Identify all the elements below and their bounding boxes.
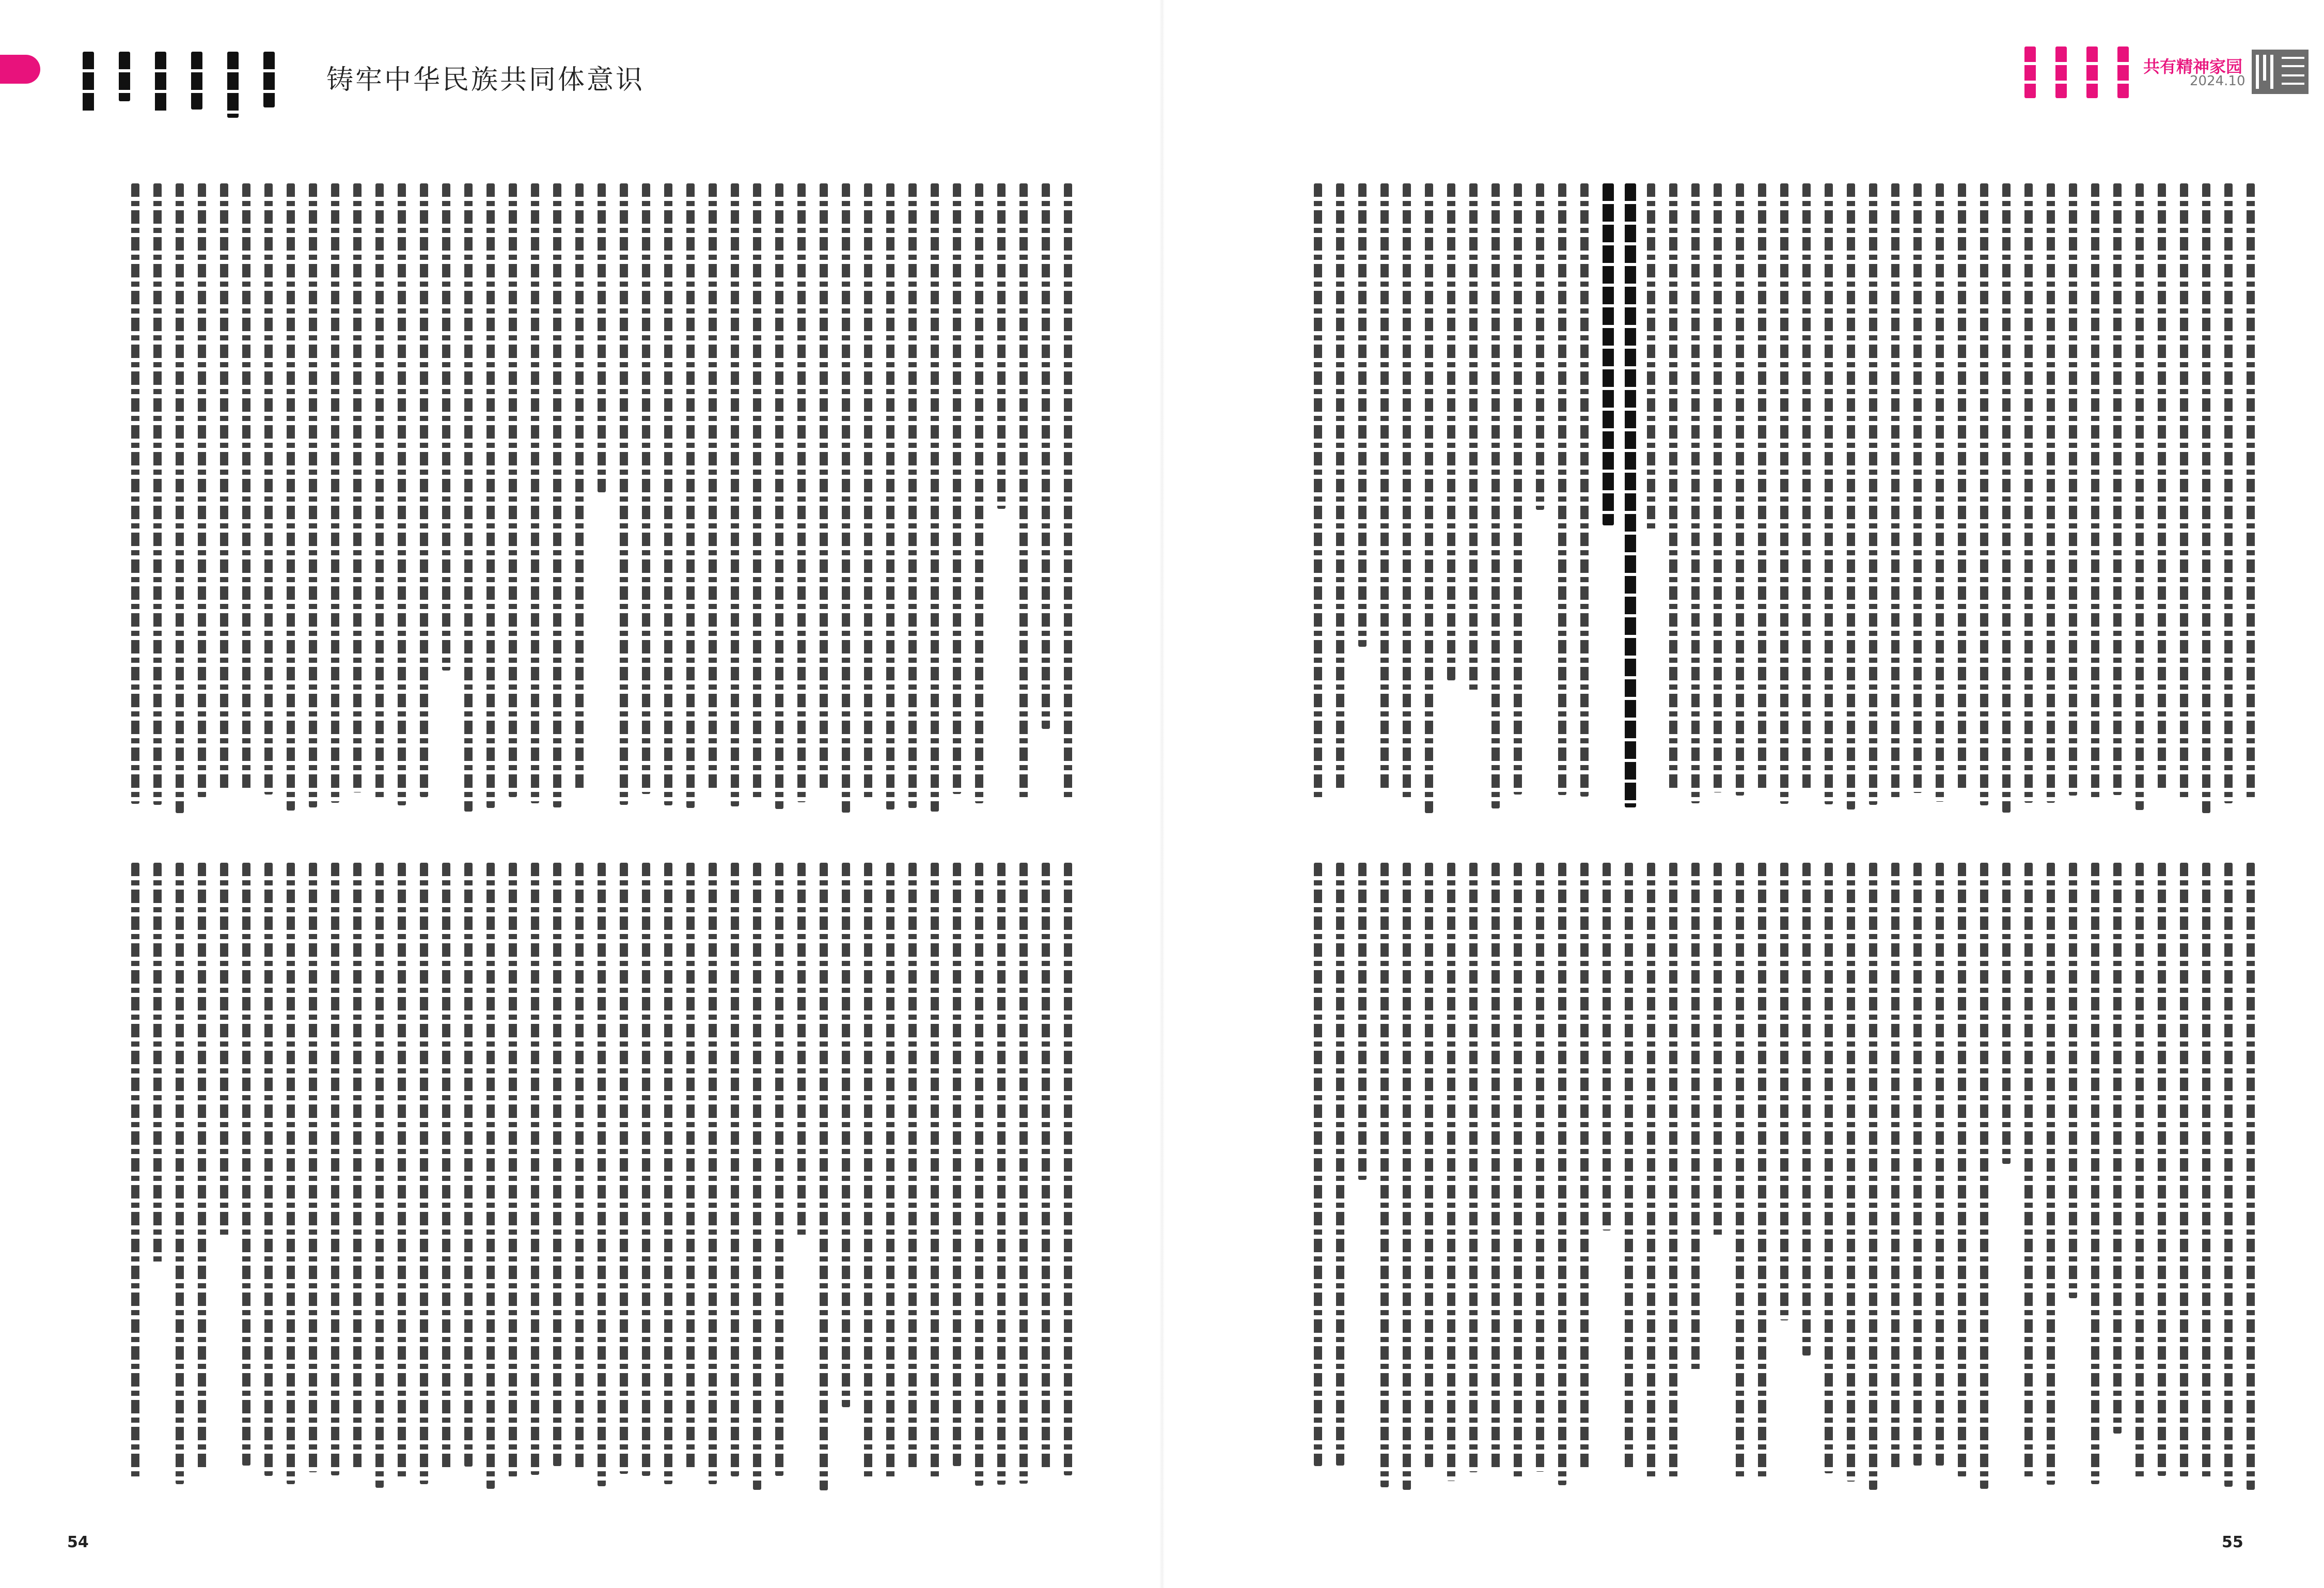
text-column bbox=[531, 863, 539, 1475]
text-column bbox=[353, 183, 362, 792]
text-column bbox=[1780, 863, 1788, 1320]
text-column bbox=[2247, 183, 2255, 798]
header-title: 铸牢中华民族共同体意识 bbox=[326, 65, 645, 96]
text-column bbox=[953, 863, 961, 1466]
text-column bbox=[2135, 863, 2144, 1478]
text-column bbox=[1314, 863, 1322, 1466]
text-column bbox=[442, 183, 450, 671]
mongolian-header-title bbox=[2117, 46, 2128, 103]
text-column bbox=[664, 863, 672, 1484]
text-column bbox=[842, 183, 850, 813]
text-column bbox=[1042, 863, 1050, 1470]
text-column bbox=[2202, 863, 2210, 1480]
mongolian-header-title bbox=[191, 52, 202, 124]
text-column bbox=[1980, 183, 1988, 805]
text-column bbox=[1980, 863, 1988, 1489]
text-column bbox=[1358, 863, 1367, 1180]
text-column bbox=[1891, 183, 1899, 801]
text-column bbox=[2069, 183, 2077, 796]
text-column bbox=[686, 183, 695, 808]
text-column bbox=[2113, 183, 2122, 795]
text-column bbox=[2002, 863, 2011, 1164]
text-column bbox=[997, 863, 1006, 1485]
text-column bbox=[1869, 863, 1877, 1490]
text-column bbox=[931, 183, 939, 812]
text-column bbox=[664, 183, 672, 805]
text-column bbox=[2047, 863, 2055, 1485]
text-column bbox=[1669, 863, 1677, 1480]
text-column bbox=[1380, 183, 1389, 791]
text-column bbox=[1019, 183, 1028, 801]
text-column bbox=[908, 863, 917, 1468]
text-column bbox=[2091, 183, 2099, 800]
text-column bbox=[1558, 183, 1566, 795]
text-column bbox=[1913, 183, 1922, 793]
text-column bbox=[375, 183, 384, 801]
text-column bbox=[331, 863, 339, 1475]
text-column bbox=[1491, 183, 1500, 808]
text-column bbox=[1647, 183, 1655, 530]
text-column bbox=[1647, 863, 1655, 1480]
text-column bbox=[820, 863, 828, 1490]
text-column bbox=[1403, 183, 1411, 799]
mongolian-header-title bbox=[263, 52, 275, 124]
text-column bbox=[2024, 183, 2033, 803]
text-column bbox=[153, 183, 162, 805]
text-column bbox=[1603, 863, 1611, 1231]
text-column bbox=[1064, 183, 1072, 800]
text-column bbox=[398, 863, 406, 1478]
text-column bbox=[1625, 863, 1633, 1470]
text-column bbox=[1019, 863, 1028, 1484]
text-column bbox=[220, 863, 228, 1238]
mongolian-header-title bbox=[227, 52, 239, 124]
text-column bbox=[842, 863, 850, 1407]
text-column bbox=[264, 863, 273, 1476]
page-number: 54 bbox=[67, 1533, 89, 1551]
text-column bbox=[1447, 863, 1455, 1481]
text-column bbox=[1425, 183, 1433, 813]
text-column bbox=[1891, 863, 1899, 1469]
text-column bbox=[908, 183, 917, 808]
text-column bbox=[1936, 183, 1944, 802]
text-column bbox=[553, 183, 561, 807]
text-column bbox=[442, 863, 450, 1470]
text-column bbox=[1042, 183, 1050, 729]
text-column bbox=[642, 863, 650, 1476]
text-column bbox=[287, 183, 295, 811]
text-column bbox=[1469, 863, 1478, 1472]
text-column bbox=[1714, 863, 1722, 1238]
text-column bbox=[2047, 183, 2055, 803]
text-column bbox=[220, 183, 228, 792]
text-column bbox=[309, 863, 317, 1472]
text-column bbox=[1958, 183, 1966, 789]
text-column bbox=[1625, 183, 1636, 807]
text-column bbox=[1447, 183, 1455, 680]
text-column bbox=[1536, 863, 1544, 1472]
header-title: 共有精神家园 bbox=[2143, 57, 2243, 76]
text-column bbox=[1691, 863, 1700, 1371]
text-column bbox=[575, 183, 584, 791]
text-column bbox=[509, 863, 517, 1477]
text-column bbox=[153, 863, 162, 1265]
text-column bbox=[709, 183, 717, 789]
right-page bbox=[1162, 0, 2324, 1588]
text-column bbox=[2002, 183, 2011, 813]
section-tab-marker bbox=[0, 55, 40, 84]
text-column bbox=[198, 183, 206, 798]
text-column bbox=[131, 183, 139, 804]
text-column bbox=[953, 183, 961, 794]
text-column bbox=[486, 183, 495, 808]
text-column bbox=[486, 863, 495, 1489]
text-column bbox=[1714, 183, 1722, 792]
text-column bbox=[997, 183, 1006, 509]
text-column bbox=[753, 863, 761, 1490]
text-column bbox=[2224, 183, 2233, 803]
text-column bbox=[309, 183, 317, 807]
text-column bbox=[775, 183, 783, 809]
text-column bbox=[553, 863, 561, 1466]
text-column bbox=[797, 183, 806, 802]
mongolian-header-title bbox=[2024, 46, 2035, 103]
text-column bbox=[198, 863, 206, 1471]
text-column bbox=[620, 863, 628, 1474]
text-column bbox=[1913, 863, 1922, 1466]
mongolian-header-title bbox=[2086, 46, 2097, 103]
text-column bbox=[975, 863, 983, 1486]
text-column bbox=[2158, 863, 2166, 1476]
text-column bbox=[1514, 183, 1522, 795]
text-column bbox=[598, 183, 606, 492]
text-column bbox=[1669, 183, 1677, 791]
mongolian-header-title bbox=[2055, 46, 2066, 103]
text-column bbox=[864, 863, 872, 1479]
text-column bbox=[975, 183, 983, 803]
text-column bbox=[531, 183, 539, 803]
text-column bbox=[2091, 863, 2099, 1484]
text-column bbox=[598, 863, 606, 1486]
mongolian-header-title bbox=[119, 52, 130, 124]
text-column bbox=[2247, 863, 2255, 1490]
issue-date: 2024.10 bbox=[2190, 73, 2246, 89]
text-column bbox=[1802, 863, 1811, 1356]
text-column bbox=[353, 863, 362, 1469]
text-column bbox=[575, 863, 584, 1468]
text-column bbox=[1736, 863, 1744, 1480]
text-column bbox=[1336, 183, 1344, 790]
text-column bbox=[287, 863, 295, 1484]
text-column bbox=[1558, 863, 1566, 1485]
text-column bbox=[464, 863, 473, 1467]
page-number: 55 bbox=[2222, 1533, 2243, 1551]
text-column bbox=[131, 863, 139, 1478]
text-column bbox=[775, 863, 783, 1476]
text-column bbox=[797, 863, 806, 1237]
text-column bbox=[1936, 863, 1944, 1466]
text-column bbox=[464, 183, 473, 812]
text-column bbox=[1802, 183, 1811, 789]
text-column bbox=[1847, 863, 1855, 1482]
text-column bbox=[1536, 183, 1544, 510]
text-column bbox=[331, 183, 339, 803]
text-column bbox=[2180, 863, 2188, 1477]
text-column bbox=[176, 863, 184, 1484]
text-column bbox=[731, 863, 739, 1476]
text-column bbox=[1469, 183, 1478, 691]
text-column bbox=[1780, 183, 1788, 804]
text-column bbox=[398, 183, 406, 805]
text-column bbox=[1736, 183, 1744, 796]
text-column bbox=[731, 183, 739, 806]
text-column bbox=[1758, 863, 1766, 1480]
text-column bbox=[509, 183, 517, 797]
text-column bbox=[1958, 863, 1966, 1477]
text-column bbox=[886, 183, 894, 809]
text-column bbox=[1825, 183, 1833, 804]
text-column bbox=[620, 183, 628, 805]
text-column bbox=[820, 183, 828, 789]
text-column bbox=[2024, 863, 2033, 1479]
text-column bbox=[420, 183, 428, 797]
text-column bbox=[2202, 183, 2210, 813]
text-column bbox=[1514, 863, 1522, 1481]
text-column bbox=[686, 863, 695, 1471]
text-column bbox=[1403, 863, 1411, 1490]
text-column bbox=[2158, 183, 2166, 789]
text-column bbox=[1358, 183, 1367, 647]
text-column bbox=[753, 183, 761, 800]
text-column bbox=[1847, 183, 1855, 809]
text-column bbox=[1825, 863, 1833, 1473]
mongolian-header-title bbox=[155, 52, 166, 124]
text-column bbox=[2113, 863, 2122, 1434]
text-column bbox=[1603, 183, 1614, 525]
magazine-logo bbox=[2252, 50, 2309, 94]
text-column bbox=[2135, 183, 2144, 810]
text-column bbox=[242, 183, 250, 789]
text-column bbox=[176, 183, 184, 813]
text-column bbox=[1580, 863, 1589, 1469]
text-column bbox=[1869, 183, 1877, 805]
text-column bbox=[1691, 183, 1700, 803]
text-column bbox=[2069, 863, 2077, 1298]
text-column bbox=[420, 863, 428, 1484]
text-column bbox=[642, 183, 650, 794]
text-column bbox=[264, 183, 273, 795]
text-column bbox=[242, 863, 250, 1466]
text-column bbox=[1380, 863, 1389, 1487]
mongolian-header-title bbox=[83, 52, 94, 124]
text-column bbox=[1064, 863, 1072, 1475]
text-column bbox=[2224, 863, 2233, 1487]
text-column bbox=[1314, 183, 1322, 799]
text-column bbox=[1491, 863, 1500, 1471]
text-column bbox=[1425, 863, 1433, 1468]
text-column bbox=[1758, 183, 1766, 791]
text-column bbox=[864, 183, 872, 801]
text-column bbox=[1580, 183, 1589, 797]
text-column bbox=[2180, 183, 2188, 799]
text-column bbox=[375, 863, 384, 1488]
text-column bbox=[886, 863, 894, 1480]
text-column bbox=[709, 863, 717, 1484]
text-column bbox=[931, 863, 939, 1480]
text-column bbox=[1336, 863, 1344, 1466]
